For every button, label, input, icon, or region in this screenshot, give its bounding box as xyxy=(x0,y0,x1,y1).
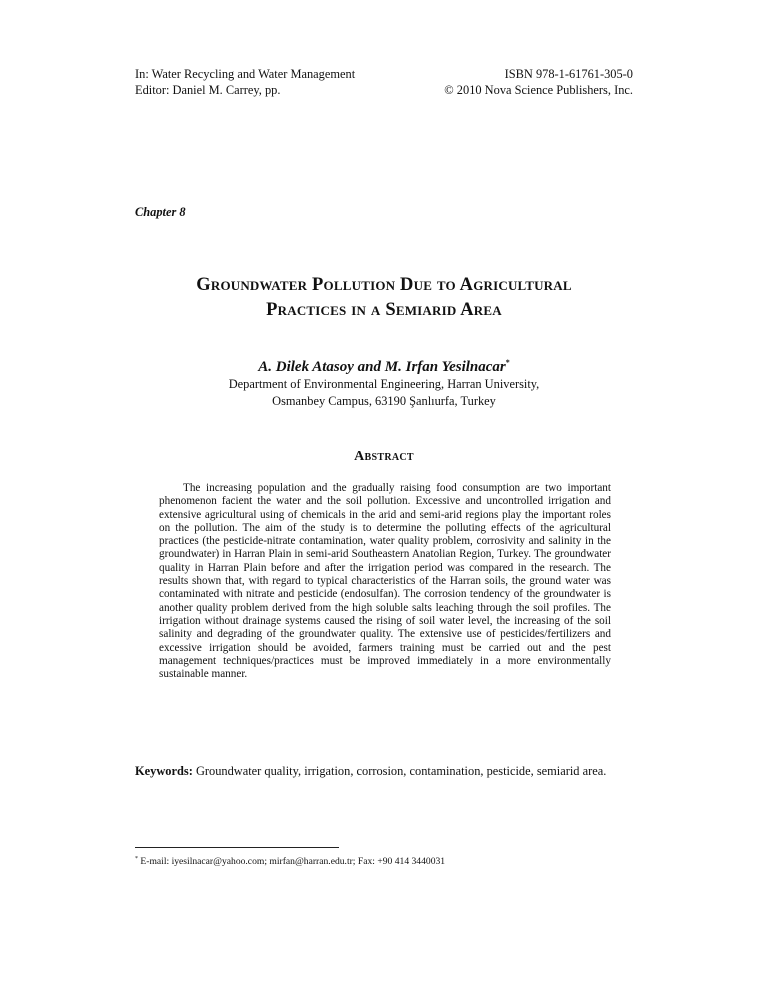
editor-line: Editor: Daniel M. Carrey, pp. xyxy=(135,83,281,97)
footnote-text: E-mail: iyesilnacar@yahoo.com; mirfan@harran.edu.tr; Fax: +90 414 3440031 xyxy=(140,856,446,868)
title-line-1: Groundwater Pollution Due to Agricultural xyxy=(196,275,572,295)
keywords xyxy=(135,763,633,780)
abstract-body: The increasing population and the gradually raising food consumption are two important phenomenon facient the water and the soil pollution. Excessive and uncontrolled irrigation and extensive agricultural using of chemicals in the arid and semi-arid regions play the important roles on the pollution. The aim of the study is to determine the polluting effects of the agricultural practices (the pesticide-nitrate contamination, water quality problem, corrosivity and salinity in the groundwater) in Harran Plain in semi-arid Southeastern Anatolian Region, Turkey. The groundwater quality in Harran Plain before and after the irrigation period was compared in the research. The results shown that, with regard to typical characteristics of the Harran soils, the ground water was contaminated with nitrate and pesticide (endosulfan). The corrosion tendency of the groundwater is another quality problem derived from the high soluble salts leaching through the soil profiles. The irrigation without drainage systems caused the rising of soil water level, the increasing of the soil salinity and degrading of the groundwater quality. The extensive use of pesticides/fertilizers and excessive irrigation should be avoided, farmers training must be carried out and the pest management techniques/practices must be improved immediately in a more environmentally sustainable manner. xyxy=(159,482,611,681)
abstract-heading: Abstract xyxy=(354,449,414,464)
chapter-label: Chapter 8 xyxy=(135,205,186,219)
affiliation-line-1: Department of Environmental Engineering, Harran University, xyxy=(228,377,540,391)
author-list xyxy=(135,358,633,376)
book-title: In: Water Recycling and Water Management xyxy=(135,67,356,81)
title-line-2: Practices in a Semiarid Area xyxy=(266,300,502,320)
footnote xyxy=(135,856,633,867)
publication-header xyxy=(135,66,633,98)
keywords-label: Keywords: xyxy=(135,764,193,778)
affiliation xyxy=(135,376,633,410)
affiliation-line-2: Osmanbey Campus, 63190 Şanlıurfa, Turkey xyxy=(272,394,496,408)
footnote-rule xyxy=(135,847,339,848)
author-footnote-marker: * xyxy=(505,358,510,367)
keywords-text: Groundwater quality, irrigation, corrosion, contamination, pesticide, semiarid area. xyxy=(195,764,607,778)
copyright-line: © 2010 Nova Science Publishers, Inc. xyxy=(444,83,633,97)
isbn: ISBN 978-1-61761-305-0 xyxy=(504,67,633,81)
footnote-marker: * xyxy=(135,856,138,862)
paper-title xyxy=(135,273,633,323)
author-names: A. Dilek Atasoy and M. Irfan Yesilnacar xyxy=(258,359,506,375)
